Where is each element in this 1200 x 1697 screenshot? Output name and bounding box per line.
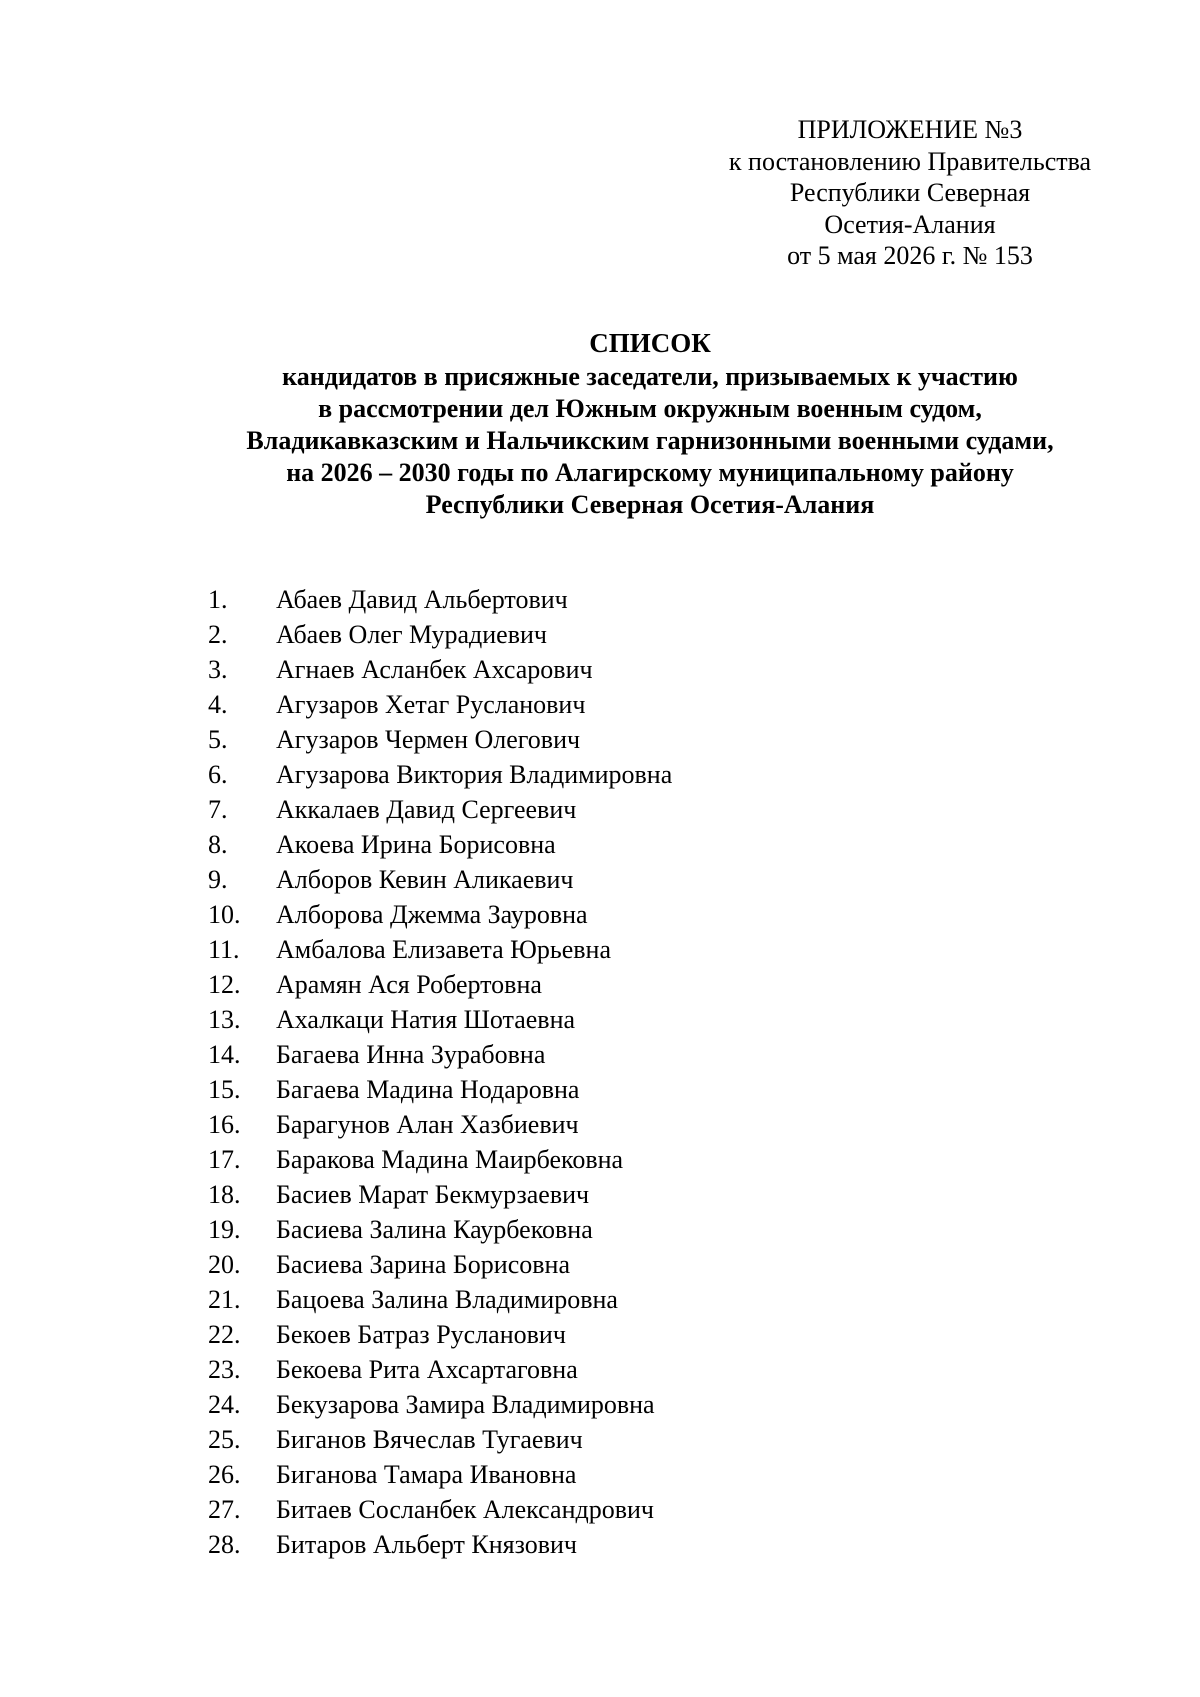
list-item (208, 1317, 672, 1352)
candidate-name: Бацоева Залина Владимировна (276, 1285, 618, 1314)
list-item-number: 2. (208, 620, 228, 649)
candidate-name: Акоева Ирина Борисовна (276, 830, 556, 859)
list-item (208, 1142, 672, 1177)
list-item-number: 6. (208, 760, 228, 789)
candidate-name: Алборова Джемма Зауровна (276, 900, 588, 929)
list-item (208, 687, 672, 722)
candidate-name: Барагунов Алан Хазбиевич (276, 1110, 579, 1139)
annex-date: от 5 мая 2026 г. № 153 (787, 241, 1033, 270)
list-item-number: 10. (208, 900, 241, 929)
list-item (208, 1457, 672, 1492)
candidate-name: Аккалаев Давид Сергеевич (276, 795, 577, 824)
list-item (208, 582, 672, 617)
list-item (208, 1387, 672, 1422)
document-title: СПИСОК (589, 328, 711, 358)
list-item-number: 11. (208, 935, 240, 964)
list-item-number: 24. (208, 1390, 241, 1419)
candidate-list (208, 582, 672, 1562)
list-item (208, 827, 672, 862)
annex-region: Осетия-Алания (824, 209, 996, 239)
list-item (208, 617, 672, 652)
list-item (208, 1422, 672, 1457)
list-item-number: 20. (208, 1250, 241, 1279)
list-item-number: 17. (208, 1145, 241, 1174)
document-subtitle-line-2: в рассмотрении дел Южным окружным военным судом, (318, 394, 982, 423)
list-item-number: 16. (208, 1110, 241, 1139)
list-item (208, 1212, 672, 1247)
candidate-name: Басиев Марат Бекмурзаевич (276, 1180, 590, 1209)
document-subtitle-line-1: кандидатов в присяжные заседатели, призываемых к участию (282, 362, 1018, 391)
document-subtitle-line-4: на 2026 – 2030 годы по Алагирскому муниципальному району (286, 458, 1014, 487)
candidate-name: Басиева Залина Каурбековна (276, 1215, 593, 1244)
list-item (208, 722, 672, 757)
list-item (208, 1072, 672, 1107)
list-item-number: 22. (208, 1320, 241, 1349)
list-item (208, 1492, 672, 1527)
list-item (208, 1527, 672, 1562)
list-item-number: 21. (208, 1285, 241, 1314)
list-item (208, 1037, 672, 1072)
candidate-name: Багаева Инна Зурабовна (276, 1040, 546, 1069)
candidate-name: Ахалкаци Натия Шотаевна (276, 1005, 576, 1034)
candidate-name: Арамян Ася Робертовна (276, 970, 542, 999)
list-item (208, 1002, 672, 1037)
list-item-number: 9. (208, 865, 228, 894)
candidate-name: Бекузарова Замира Владимировна (276, 1390, 655, 1419)
list-item (208, 1282, 672, 1317)
list-item-number: 14. (208, 1040, 241, 1069)
candidate-name: Битаев Сосланбек Александрович (276, 1495, 654, 1524)
list-item (208, 757, 672, 792)
list-item (208, 862, 672, 897)
document-subtitle-line-3: Владикавказским и Нальчикским гарнизонными военными судами, (246, 426, 1054, 455)
list-item (208, 792, 672, 827)
annex-number: ПРИЛОЖЕНИЕ №3 (797, 115, 1023, 144)
list-item-number: 28. (208, 1530, 241, 1559)
candidate-name: Баракова Мадина Маирбековна (276, 1145, 624, 1174)
candidate-name: Биганов Вячеслав Тугаевич (276, 1425, 583, 1454)
list-item-number: 3. (208, 655, 228, 684)
list-item-number: 8. (208, 830, 228, 859)
list-item-number: 23. (208, 1355, 241, 1384)
candidate-name: Бекоева Рита Ахсартаговна (276, 1355, 578, 1384)
list-item (208, 1107, 672, 1142)
list-item (208, 897, 672, 932)
annex-republic: Республики Северная (789, 178, 1031, 207)
list-item-number: 7. (208, 795, 228, 824)
candidate-name: Амбалова Елизавета Юрьевна (276, 935, 611, 964)
list-item-number: 19. (208, 1215, 241, 1244)
candidate-name: Агузарова Виктория Владимировна (276, 760, 673, 789)
list-item (208, 967, 672, 1002)
document-title-block (100, 325, 1200, 521)
list-item-number: 27. (208, 1495, 241, 1524)
list-item-number: 1. (208, 585, 228, 614)
candidate-name: Агнаев Асланбек Ахсарович (276, 655, 593, 684)
list-item (208, 1352, 672, 1387)
candidate-name: Абаев Олег Мурадиевич (276, 620, 547, 649)
list-item-number: 26. (208, 1460, 241, 1489)
list-item-number: 15. (208, 1075, 241, 1104)
list-item-number: 12. (208, 970, 241, 999)
list-item-number: 5. (208, 725, 228, 754)
list-item-number: 13. (208, 1005, 241, 1034)
list-item (208, 652, 672, 687)
annex-reference: к постановлению Правительства (728, 146, 1092, 176)
candidate-name: Битаров Альберт Князович (276, 1530, 577, 1559)
candidate-name: Багаева Мадина Нодаровна (276, 1075, 580, 1104)
document-subtitle-line-5: Республики Северная Осетия-Алания (425, 490, 875, 519)
candidate-name: Агузаров Хетаг Русланович (276, 690, 586, 719)
list-item (208, 1177, 672, 1212)
list-item (208, 1247, 672, 1282)
candidate-name: Агузаров Чермен Олегович (276, 725, 581, 754)
list-item-number: 18. (208, 1180, 241, 1209)
annex-header (700, 114, 1120, 272)
candidate-name: Алборов Кевин Аликаевич (276, 865, 574, 894)
list-item (208, 932, 672, 967)
candidate-name: Биганова Тамара Ивановна (276, 1460, 577, 1489)
candidate-name: Бекоев Батраз Русланович (276, 1320, 566, 1349)
candidate-name: Басиева Зарина Борисовна (276, 1250, 570, 1279)
list-item-number: 25. (208, 1425, 241, 1454)
list-item-number: 4. (208, 690, 228, 719)
candidate-name: Абаев Давид Альбертович (276, 585, 568, 614)
